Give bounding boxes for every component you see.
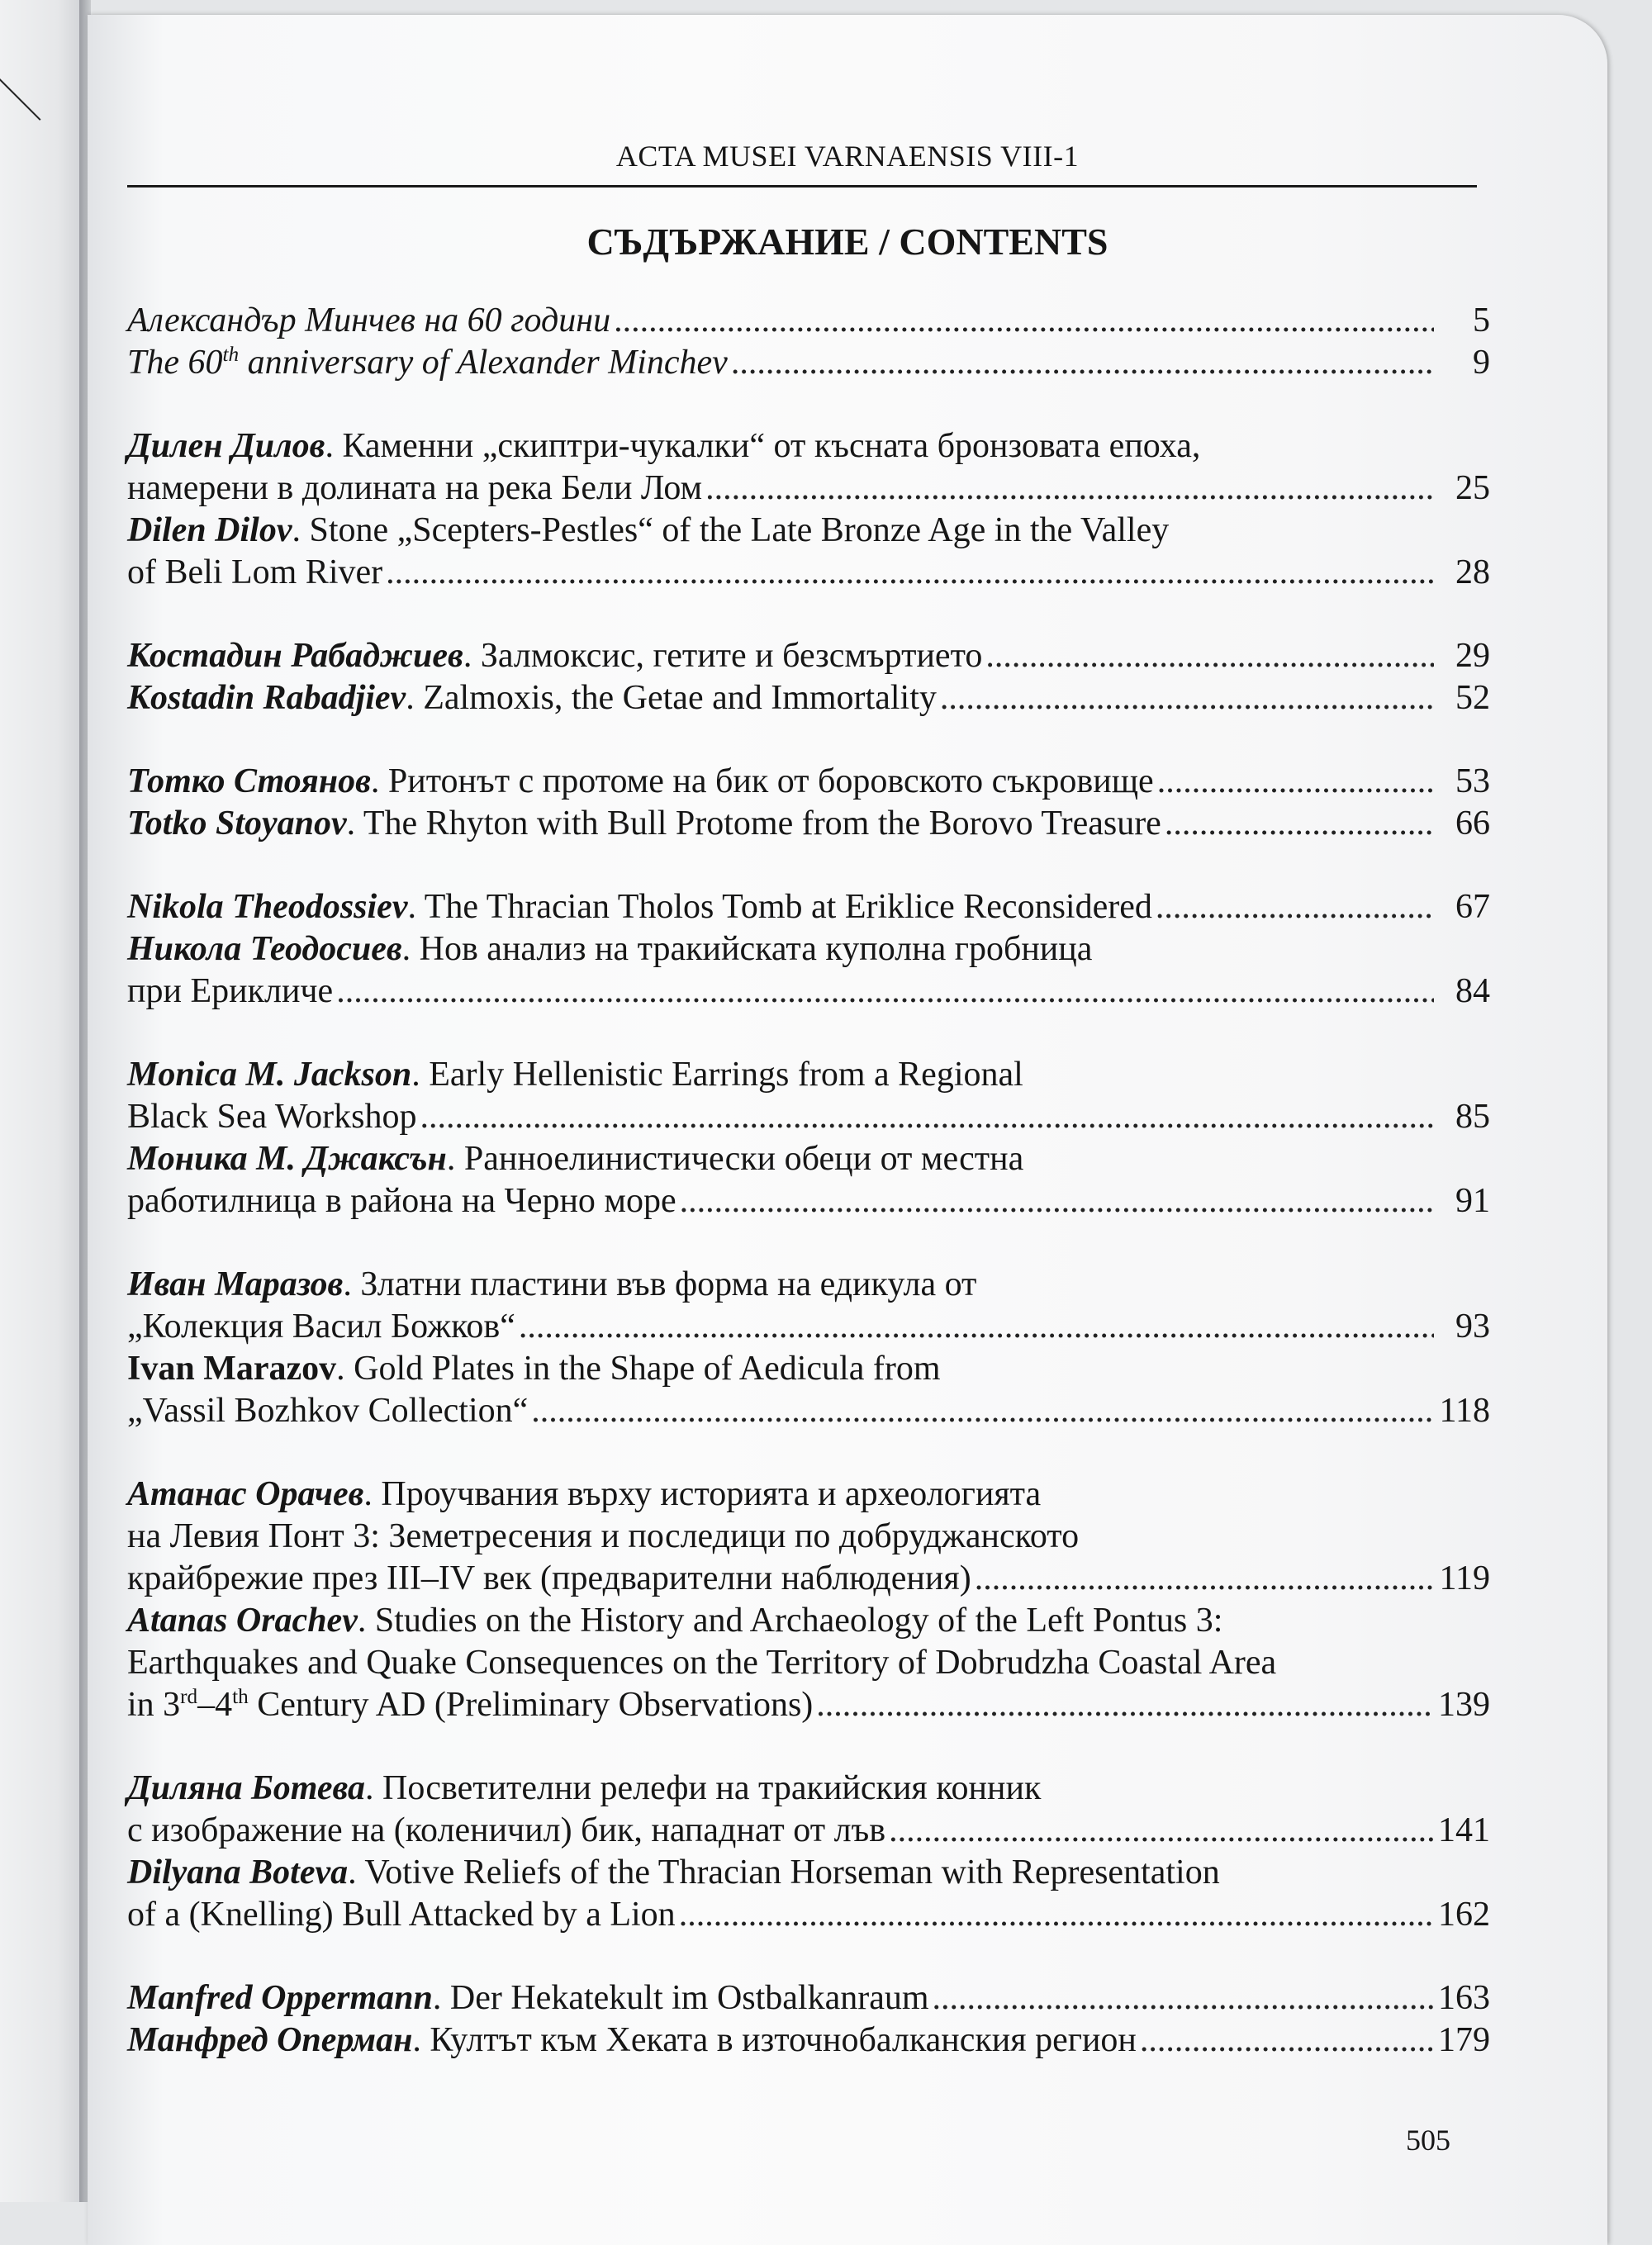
entry-title-part: The 60 (127, 344, 223, 382)
entry-title-line (127, 1768, 1490, 1810)
entry-title-part: anniversary of Alexander Minchev (239, 344, 728, 382)
contents-title: СЪДЪРЖАНИЕ / CONTENTS (586, 221, 1108, 263)
toc-entry (127, 1768, 1490, 1852)
entry-author: Тотко Стоянов (127, 762, 371, 800)
dot-leader (975, 1558, 1434, 1600)
entry-last-line (127, 635, 1490, 677)
dot-leader (1140, 2020, 1434, 2062)
entry-title-part: of a (Knelling) Bull Attacked by a Lion (127, 1896, 676, 1934)
entry-title-text (127, 2020, 1137, 2062)
entry-last-line (127, 1390, 1490, 1432)
running-head: ACTA MUSEI VARNAENSIS VIII-1 (615, 140, 1080, 173)
entry-last-line (127, 300, 1490, 342)
entry-title-text: . Нов анализ на тракийската куполна гробница (401, 930, 1093, 968)
toc-entry (127, 342, 1490, 384)
entry-author: Дилен Дилов (127, 427, 325, 465)
book-page (88, 15, 1607, 2245)
entry-author: Nikola Theodossiev (127, 888, 408, 926)
entry-title-text: . Gold Plates in the Shape of Aedicula from (336, 1350, 941, 1388)
entry-page-number: 9 (1473, 344, 1490, 382)
facing-page-line (0, 78, 40, 121)
toc-group (127, 1768, 1490, 1936)
entry-title-part: крайбрежие през III–IV век (предварителни наблюдения) (127, 1559, 971, 1597)
entry-author: Monica M. Jackson (127, 1056, 412, 1094)
entry-title-line (127, 1138, 1490, 1180)
toc-group (127, 300, 1490, 384)
entry-author: Totko Stoyanov (127, 804, 347, 842)
entry-title-text (127, 1306, 515, 1348)
entry-page-number: 179 (1438, 2021, 1490, 2059)
entry-last-line (127, 1306, 1490, 1348)
entry-title-text: . Ранноелинистически обеци от местна (446, 1140, 1024, 1178)
entry-author: Kostadin Rabadjiev (127, 679, 406, 717)
entry-last-line (127, 2020, 1490, 2062)
entry-page-number: 162 (1438, 1896, 1490, 1934)
entry-title-part: Александър Минчев на 60 години (127, 301, 611, 339)
entry-last-line (127, 1558, 1490, 1600)
entry-title-text: на Левия Понт 3: Земетресения и последици по добруджанското (127, 1517, 1080, 1555)
entry-title-part: –4 (197, 1686, 233, 1724)
dot-leader (531, 1390, 1434, 1432)
entry-page-number: 85 (1455, 1098, 1490, 1136)
entry-title-part: „Vassil Bozhkov Collection“ (127, 1392, 529, 1430)
entry-author: Атанас Орачев (127, 1475, 364, 1513)
entry-title-part: работилница в района на Черно море (127, 1182, 676, 1220)
dot-leader (680, 1180, 1434, 1222)
entry-title-text (127, 342, 728, 384)
entry-page-number: 119 (1439, 1559, 1490, 1597)
entry-title-line (127, 1600, 1490, 1642)
toc-entry (127, 300, 1490, 342)
entry-last-line (127, 1894, 1490, 1936)
entry-title-text (127, 635, 982, 677)
entry-title-part: „Колекция Васил Божков“ (127, 1308, 515, 1346)
entry-title-line (127, 1264, 1490, 1306)
entry-last-line (127, 552, 1490, 594)
dot-leader (940, 677, 1434, 719)
entry-last-line (127, 761, 1490, 803)
dot-leader (705, 468, 1434, 510)
dot-leader (519, 1306, 1434, 1348)
entry-author: Ivan Marazov (127, 1350, 337, 1388)
entry-page-number: 67 (1455, 888, 1490, 926)
toc-entry (127, 1977, 1490, 2020)
entry-author: Моника М. Джаксън (127, 1140, 447, 1178)
entry-title-text: . Проучвания върху историята и археологията (363, 1475, 1042, 1513)
toc-entry (127, 761, 1490, 803)
entry-title-text (127, 552, 382, 594)
entry-page-number: 141 (1438, 1811, 1490, 1849)
entry-page-number: 28 (1455, 553, 1490, 591)
entry-title-text (127, 761, 1154, 803)
entry-last-line (127, 803, 1490, 845)
entry-author: Atanas Orachev (127, 1602, 358, 1640)
dot-leader (731, 342, 1434, 384)
entry-title-line (127, 1642, 1490, 1684)
toc-entry (127, 1600, 1490, 1726)
entry-title-part: Century AD (Preliminary Observations) (248, 1686, 814, 1724)
entry-title-text (127, 1977, 929, 2020)
entry-title-text (127, 886, 1152, 928)
entry-title-text: . Studies on the History and Archaeology of the Left Pontus 3: (357, 1602, 1223, 1640)
dot-leader (1156, 886, 1434, 928)
entry-title-text (127, 803, 1161, 845)
entry-page-number: 52 (1455, 679, 1490, 717)
entry-title-part: намерени в долината на река Бели Лом (127, 469, 703, 507)
toc-entry (127, 635, 1490, 677)
entry-last-line (127, 1180, 1490, 1222)
dot-leader (614, 300, 1434, 342)
entry-title-text: . Златни пластини във форма на едикула от (343, 1265, 977, 1303)
entry-title-part: . Der Hekatekult im Ostbalkanraum (432, 1979, 929, 2017)
entry-last-line (127, 1977, 1490, 2020)
toc-entry (127, 2020, 1490, 2062)
dot-leader (336, 971, 1434, 1013)
toc-entry (127, 1474, 1490, 1600)
toc-entry (127, 1138, 1490, 1222)
entry-author: Диляна Ботева (127, 1769, 365, 1807)
dot-leader (679, 1894, 1434, 1936)
entry-title-text: . Посветителни релефи на тракийския конник (364, 1769, 1042, 1807)
entry-title-part: . The Thracian Tholos Tomb at Eriklice Reconsidered (407, 888, 1152, 926)
toc-entry (127, 886, 1490, 928)
entry-title-part: Black Sea Workshop (127, 1098, 417, 1136)
entry-last-line (127, 971, 1490, 1013)
entry-author: Манфред Оперман (127, 2021, 413, 2059)
entry-title-line (127, 1054, 1490, 1096)
toc-group (127, 425, 1490, 594)
dot-leader (816, 1684, 1434, 1726)
dot-leader (1165, 803, 1434, 845)
table-of-contents (127, 300, 1490, 2103)
entry-title-text (127, 1096, 416, 1138)
entry-title-line (127, 425, 1490, 468)
entry-title-text (127, 1558, 971, 1600)
entry-page-number: 5 (1473, 301, 1490, 339)
toc-group (127, 1054, 1490, 1222)
entry-title-part: . The Rhyton with Bull Protome from the Borovo Treasure (346, 804, 1161, 842)
entry-page-number: 118 (1439, 1392, 1490, 1430)
entry-author: Иван Маразов (127, 1265, 344, 1303)
entry-page-number: 66 (1455, 804, 1490, 842)
ordinal-suffix: th (222, 344, 240, 366)
entry-title-part: . Ритонът с протоме на бик от боровското съкровище (370, 762, 1154, 800)
toc-entry (127, 425, 1490, 510)
entry-page-number: 163 (1438, 1979, 1490, 2017)
entry-last-line (127, 1684, 1490, 1726)
entry-last-line (127, 886, 1490, 928)
toc-entry (127, 1054, 1490, 1138)
entry-title-text (127, 1810, 885, 1852)
entry-author: Никола Теодосиев (127, 930, 402, 968)
ordinal-suffix: th (232, 1686, 249, 1708)
facing-page-edge (0, 0, 83, 2202)
entry-page-number: 29 (1455, 637, 1490, 675)
entry-title-text (127, 1390, 528, 1432)
entry-title-text (127, 971, 333, 1013)
entry-title-line (127, 1852, 1490, 1894)
dot-leader (933, 1977, 1434, 2020)
entry-title-part: . Залмоксис, гетите и безсмъртието (463, 637, 983, 675)
toc-entry (127, 1264, 1490, 1348)
entry-title-line (127, 1348, 1490, 1390)
toc-entry (127, 803, 1490, 845)
entry-title-part: при Ерикличе (127, 972, 334, 1010)
dot-leader (985, 635, 1434, 677)
page-number: 505 (1406, 2124, 1450, 2157)
entry-author: Костадин Рабаджиев (127, 637, 463, 675)
entry-title-text (127, 1180, 676, 1222)
entry-last-line (127, 468, 1490, 510)
entry-title-text (127, 468, 702, 510)
toc-group (127, 1977, 1490, 2062)
entry-page-number: 91 (1455, 1182, 1490, 1220)
toc-group (127, 635, 1490, 719)
entry-author: Dilen Dilov (127, 511, 292, 549)
entry-page-number: 93 (1455, 1308, 1490, 1346)
entry-title-part: of Beli Lom River (127, 553, 383, 591)
entry-author: Dilyana Boteva (127, 1853, 349, 1891)
entry-page-number: 84 (1455, 972, 1490, 1010)
toc-entry (127, 1852, 1490, 1936)
toc-group (127, 1264, 1490, 1432)
entry-title-part: с изображение на (коленичил) бик, нападнат от лъв (127, 1811, 886, 1849)
entry-author: Manfred Oppermann (127, 1979, 433, 2017)
entry-title-text: . Stone „Scepters-Pestles“ of the Late Bronze Age in the Valley (292, 511, 1170, 549)
toc-group (127, 1474, 1490, 1726)
dot-leader (1157, 761, 1434, 803)
entry-title-text: . Каменни „скиптри-чукалки“ от късната бронзовата епоха, (325, 427, 1201, 465)
entry-title-line (127, 1474, 1490, 1516)
toc-group (127, 761, 1490, 845)
toc-entry (127, 677, 1490, 719)
entry-title-text (127, 300, 610, 342)
dot-leader (386, 552, 1434, 594)
entry-title-text: Earthquakes and Quake Consequences on the Territory of Dobrudzha Coastal Area (127, 1644, 1277, 1682)
entry-title-part: . Zalmoxis, the Getae and Immortality (406, 679, 937, 717)
entry-last-line (127, 677, 1490, 719)
dot-leader (420, 1096, 1434, 1138)
toc-entry (127, 510, 1490, 594)
entry-title-part: in 3 (127, 1686, 181, 1724)
entry-title-part: . Култът към Хеката в източнобалканския регион (412, 2021, 1137, 2059)
entry-title-text: . Votive Reliefs of the Thracian Horseman with Representation (348, 1853, 1220, 1891)
entry-last-line (127, 1810, 1490, 1852)
toc-entry (127, 928, 1490, 1013)
toc-group (127, 886, 1490, 1013)
entry-last-line (127, 342, 1490, 384)
entry-title-line (127, 510, 1490, 552)
entry-page-number: 53 (1455, 762, 1490, 800)
entry-title-text (127, 677, 937, 719)
entry-title-line (127, 928, 1490, 971)
entry-page-number: 25 (1455, 469, 1490, 507)
entry-title-text: . Early Hellenistic Earrings from a Regional (411, 1056, 1023, 1094)
entry-page-number: 139 (1438, 1686, 1490, 1724)
entry-title-text (127, 1894, 676, 1936)
ordinal-suffix: rd (180, 1686, 198, 1708)
entry-last-line (127, 1096, 1490, 1138)
dot-leader (889, 1810, 1434, 1852)
toc-entry (127, 1348, 1490, 1432)
entry-title-line (127, 1516, 1490, 1558)
entry-title-text (127, 1684, 813, 1726)
header-rule (127, 185, 1477, 187)
